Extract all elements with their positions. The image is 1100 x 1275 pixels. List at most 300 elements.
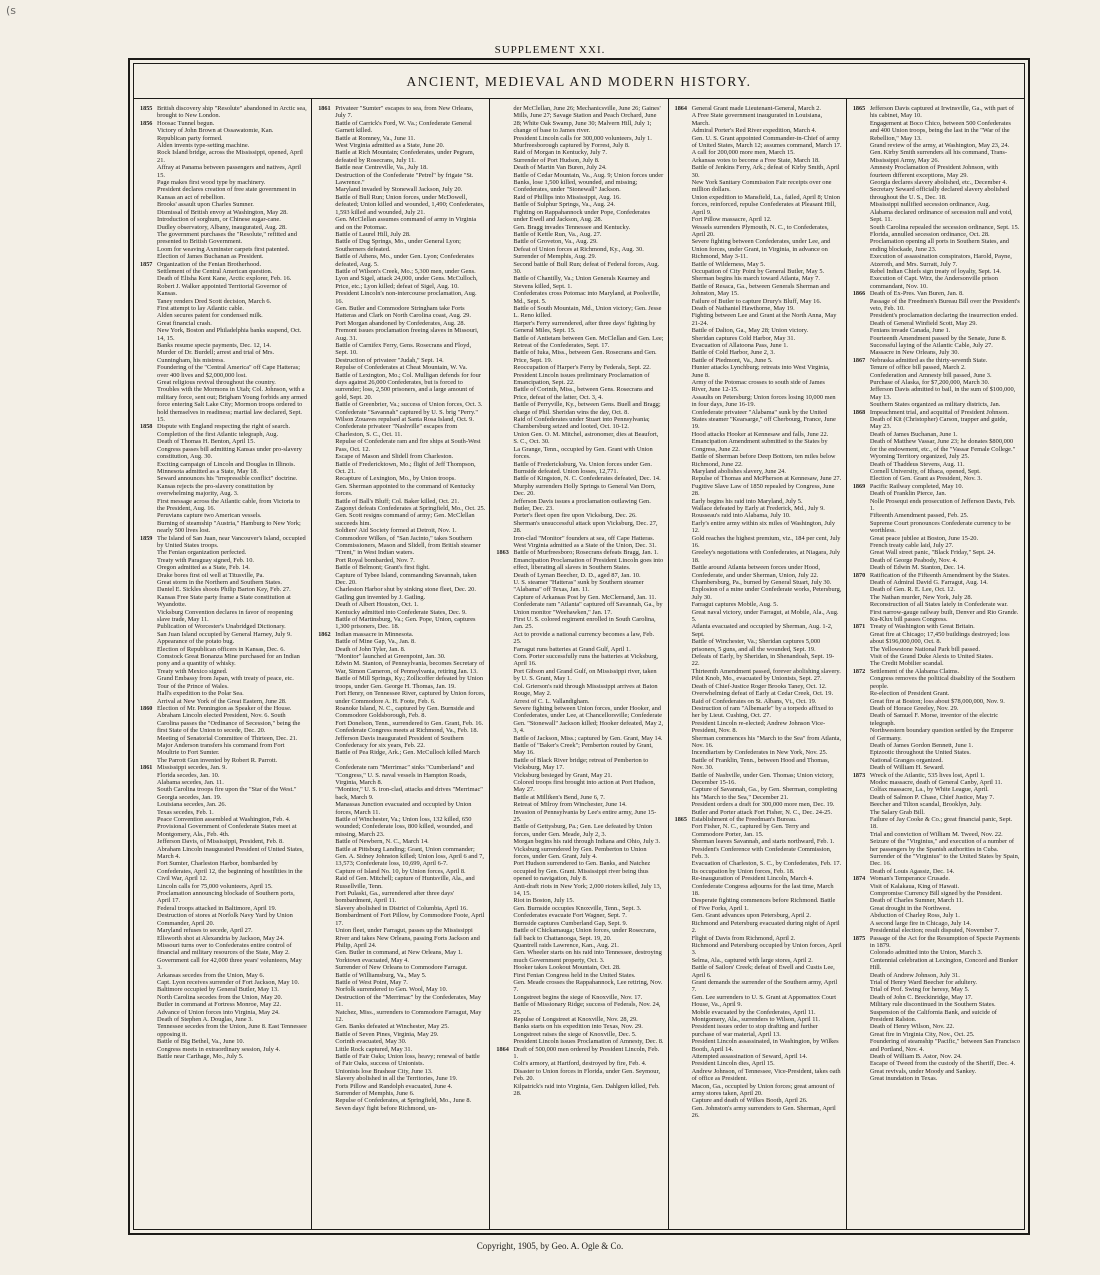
entry-text: Gen. Scott resigns command of army; Gen. McClellan succeeds him. [335,512,475,527]
entry-text: Failure of Butler to capture Drury's Bluff, May 16. [691,297,822,305]
entry-year [318,690,335,705]
entry-text: Flight of Davis from Richmond, April 2. [691,934,796,942]
entry-year [675,838,692,845]
entry-text: Florida secedes, Jan. 10. [157,771,220,779]
entry-text: Fourteenth Amendment passed by the Senate, June 8. [869,334,1007,342]
entry-text: Battle of Fredericktown, Mo.; flight of Jeff Thompson, Oct. 21. [335,460,476,475]
entry-text: Battle of Jenkins Ferry, Ark.; defeat of Kirby Smith, April 30. [691,164,840,179]
history-entry [675,179,842,194]
history-entry [675,816,842,823]
history-entry [853,653,1020,660]
history-entry [140,261,307,268]
entry-year: 1867 [852,356,866,364]
entry-year [140,653,157,668]
entry-text: Raid of Confederates under Stuart into Pennsylvania; Chambersburg seized and looted, Oct. 10-12. [513,416,650,431]
entry-text: President's Conference with Confederate Commission, Feb. 3. [691,845,832,861]
entry-year [318,438,335,453]
history-entry [140,127,307,134]
history-entry [140,957,307,972]
history-entry [318,535,485,557]
entry-text: Bombardment of Fort Pillow, by Commodore Foote, April 17. [335,912,485,927]
history-entry [318,305,485,320]
history-entry [675,275,842,282]
history-entry [675,838,842,845]
entry-text: Rock Island bridge, across the Mississippi, opened, April 21. [157,149,303,164]
history-entry [853,957,1020,972]
entry-year [853,831,870,838]
entry-text: Congress passes bill admitting Kansas under pro-slavery constitution, Aug. 30. [157,445,302,461]
entry-year [853,120,870,142]
history-entry [318,609,485,616]
entry-year [318,846,335,868]
entry-text: Com. Porter successfully runs the batteries at Vicksburg, April 16. [513,653,659,668]
history-entry [853,557,1020,564]
entry-year [318,1009,335,1024]
entry-text: Texas secedes, Feb. 1. [157,808,214,816]
entry-text: Trial and conviction of William M. Tweed, Nov. 22. [869,830,1003,838]
entry-text: Gen. Banks defeated at Winchester, May 25. [335,1023,450,1031]
entry-year [496,772,513,779]
entry-year [140,912,157,927]
entry-text: Yorktown evacuated, May 4. [335,956,409,964]
entry-year [140,586,157,593]
entry-year [675,912,692,919]
entry-text: Death of Lyman Beecher, D. D., aged 87, Jan. 10. [513,571,641,579]
history-entry [496,801,663,808]
history-entry [318,675,485,690]
history-entry [140,349,307,364]
entry-year [853,972,870,979]
entry-year [496,446,513,461]
history-entry [318,653,485,660]
entry-text: Great inundation in Texas. [869,1075,938,1083]
history-entry [140,438,307,445]
history-entry [675,823,842,838]
entry-text: Farragut captures Mobile, Aug. 5. [691,601,779,609]
entry-text: Banks resume specie payments, Dec. 12, 14. [157,342,271,349]
entry-year: 1870 [852,571,866,579]
entry-year [853,1038,870,1053]
history-entry [853,1009,1020,1024]
entry-year [675,601,692,608]
entry-text: Fenians invade Canada, June 1. [869,327,951,335]
entry-text: Death of Chief-Justice Roger Brooks Taney, Oct. 12. [691,682,827,690]
history-column-5 [847,99,1024,1229]
entry-year [853,986,870,993]
entry-year [675,860,692,867]
entry-year [496,201,513,208]
entry-text: Presidential election; result disputed, November 7. [869,927,1000,935]
entry-text: Colt's armory, at Hartford, destroyed by fire, Feb. 4. [513,1060,647,1068]
entry-text: Election of Mr. Pennington as Speaker of the House. [157,704,292,712]
history-entry [853,379,1020,386]
history-entry [140,683,307,690]
entry-year: 1861 [140,764,153,772]
entry-year [675,668,692,675]
entry-year [675,1097,692,1104]
history-entry [675,757,842,772]
history-entry [318,890,485,905]
entry-text: Battle of Perryville, Ky., between Gens. Buell and Bragg; charge of Phil. Sheridan wins the day, Oct. 8. [513,401,661,416]
history-entry [318,194,485,216]
entry-year [675,1060,692,1067]
entry-text: Battle of West Point, May 7. [335,978,408,986]
entry-text: Confederate ram "Merrimac" sinks "Cumberland" and "Congress," U. S. naval vessels in Hampton Roads, Virginia, March 8. [335,764,474,786]
history-entry [853,149,1020,164]
entry-text: Thirteenth Amendment passed, forever abolishing slavery. [691,667,841,675]
history-entry [140,927,307,934]
entry-year [496,372,513,387]
history-column-4 [669,99,847,1229]
history-entry [496,616,663,631]
entry-year [496,1023,513,1030]
entry-year [496,1031,513,1038]
history-entry [496,897,663,904]
entry-text: Morgan begins his raid through Indiana and Ohio, July 3. [513,838,661,846]
history-entry [496,372,663,387]
entry-year [318,164,335,171]
entry-year [496,994,513,1001]
entry-text: Massacre in New Orleans, July 30. [869,349,960,357]
history-entry [853,905,1020,912]
entry-year [675,1023,692,1038]
history-entry [318,409,485,416]
history-entry [140,986,307,993]
history-entry [140,690,307,697]
entry-text: Battle near Centreville, Va., July 18. [335,164,428,172]
entry-text: Emancipation Proclamation of President Lincoln goes into effect, liberating all slaves in Southern States. [513,556,664,572]
history-entry [853,298,1020,313]
entry-year [140,594,157,609]
entry-text: Battle of Greenbrier, Va.; success of Union forces, Oct. 3. [335,401,483,409]
entry-year [496,942,513,949]
history-entry [318,135,485,142]
entry-text: Norfolk surrendered to Gen. Wool, May 10. [335,986,448,994]
entry-text: Battle of Sherman before Deep Bottom, ten miles below Richmond, June 22. [691,453,836,468]
entry-year [853,201,870,208]
entry-year [140,498,157,513]
entry-year [853,646,870,653]
history-entry [675,698,842,705]
entry-year [140,305,157,312]
entry-text: Capture of Savannah, Ga., by Gen. Sherman, completing his "March to the Sea," December 21. [691,786,838,801]
entry-year [853,564,870,571]
history-columns [134,99,1024,1229]
entry-text: Retreat of Milroy from Winchester, June 14. [513,801,627,809]
entry-year: 1861 [318,105,331,112]
entry-year [853,416,870,431]
entry-year [140,846,157,861]
history-entry [853,209,1020,224]
entry-year [318,512,335,527]
history-entry [496,860,663,882]
history-entry [140,216,307,223]
entry-text: Election of Republican officers in Kansas, Dec. 6. [157,645,286,653]
history-entry [318,268,485,290]
history-entry [318,601,485,608]
entry-year [496,646,513,653]
entry-year [140,927,157,934]
history-entry [675,690,842,697]
history-entry [853,164,1020,179]
entry-year [675,438,692,453]
entry-year [853,705,870,712]
entry-text: Fifteenth Amendment passed, Feb. 25. [869,512,969,520]
history-entry [140,1053,307,1060]
entry-year [853,994,870,1001]
entry-year [675,757,692,772]
history-entry [496,105,663,135]
entry-text: Beecher and Tilton scandal, Brooklyn, July. [869,801,982,809]
entry-text: Fort Fisher, N. C., captured by Gen. Terry and Commodore Porter, Jan. 15. [691,823,810,838]
entry-year [853,883,870,890]
entry-text: The Credit Mobilier scandal. [869,660,944,668]
entry-text: President issues order to stop drafting and further purchase of war material, April 13. [691,1023,818,1038]
entry-text: "Monitor," U. S. iron-clad, attacks and drives "Merrimac" back, March 9. [335,786,483,801]
history-entry [318,164,485,171]
entry-text: Georgia declares slavery abolished, etc., December 4. [869,179,1008,187]
entry-year [318,572,335,587]
history-entry [496,964,663,971]
entry-year [318,720,335,727]
history-entry [318,461,485,476]
entry-year: 1864 [496,1045,509,1053]
history-entry [853,935,1020,950]
entry-text: Comstock Great Bonanza Mine purchased for an Indian pony and a quantity of whisky. [157,653,300,668]
entry-text: Engagement at Boco Chico, between 500 Confederates and 400 Union troops, being the last in the "War of the Rebellion," May 13. [869,119,1011,142]
history-entry [675,112,842,127]
entry-text: Wilson Zouaves repulsed at Santa Rosa Island, Oct. 9. [335,416,474,424]
entry-year [675,964,692,979]
entry-text: Great naval victory, under Farragut, at Mobile, Ala., Aug. 5. [691,608,839,624]
entry-year [318,601,335,608]
entry-text: Death of John C. Breckinridge, May 17. [869,993,973,1001]
entry-text: The Nathan murder, New York, July 28. [869,593,973,601]
entry-text: Battle of Black River bridge; retreat of Pemberton to Vicksburg, May 17. [513,756,649,772]
entry-year [496,498,513,513]
entry-text: Army of the Potomac crosses to south side of James River, June 12-15. [691,379,825,394]
entry-text: Battle of Carrick's Ford, W. Va.; Confederate General Garnett killed. [335,119,472,135]
history-entry [318,927,485,949]
entry-year [318,609,335,616]
history-entry [853,327,1020,334]
entry-year [318,594,335,601]
entry-year [853,801,870,808]
entry-year [496,794,513,801]
history-entry [318,142,485,149]
entry-year [140,957,157,972]
entry-text: New York Sanitary Commission Fair receipts over one million dollars. [691,179,832,194]
history-entry [140,557,307,564]
history-entry [140,1009,307,1016]
history-entry [496,261,663,276]
history-entry [675,349,842,356]
history-entry [675,801,842,808]
history-entry [675,549,842,564]
history-entry [675,964,842,979]
entry-year [853,809,870,816]
entry-text: Florida, annulled secession ordinance, Oct. 28. [869,230,990,238]
entry-year [318,912,335,927]
history-entry [496,209,663,224]
entry-year [853,586,870,593]
history-entry [675,786,842,801]
history-entry [496,735,663,742]
entry-text: First U. S. colored regiment enrolled in South Carolina, Jan. 25. [513,616,656,631]
entry-year [140,890,157,905]
entry-year [853,1068,870,1075]
entry-year [675,683,692,690]
entry-year [496,483,513,498]
entry-year [496,194,513,201]
history-entry [140,994,307,1001]
entry-year [496,668,513,683]
entry-text: Battle of Bull Run; Union forces, under McDowell, defeated; Union killed and wounded, 1,490; Confederates, 1,593 killed and wounded, July 21. [335,193,485,216]
entry-text: Port Gibson and Grand Gulf, on Mississippi river, taken by U. S. Grant, May 1. [513,667,657,683]
entry-year [318,238,335,253]
entry-text: Alabama secedes, Jan. 11. [157,778,224,786]
history-entry [853,698,1020,705]
entry-text: Reoccupation of Harper's Ferry by Federals, Sept. 22. [513,364,651,372]
entry-year [140,224,157,231]
entry-year [140,668,157,675]
entry-year [853,653,870,660]
history-entry [318,705,485,720]
history-entry [496,231,663,238]
history-entry [496,994,663,1001]
entry-year [675,749,692,756]
entry-year [496,105,513,135]
entry-text: Establishment of the Freedman's Bureau. [691,816,797,823]
entry-year [853,779,870,786]
history-entry [853,438,1020,453]
history-entry [140,475,307,482]
entry-year [853,498,870,513]
entry-text: Vicksburg besieged by Grant, May 21. [513,771,613,779]
entry-year [318,927,335,949]
entry-text: Death of Gen. R. E. Lee, Oct. 12. [869,586,956,594]
entry-text: Loom for weaving Axminster carpets first patented. [157,245,290,253]
entry-year [853,1009,870,1024]
entry-year [675,364,692,379]
entry-year [675,394,692,409]
entry-year [140,557,157,564]
history-entry [318,564,485,571]
entry-text: Richmond and Petersburg occupied by Union forces, April 3. [691,941,842,957]
history-entry [140,164,307,179]
history-entry [318,979,485,986]
history-entry [853,927,1020,934]
entry-year [853,253,870,268]
entry-text: Nebraska admitted as the thirty-seventh State. [869,356,988,364]
entry-year [853,431,870,438]
entry-year [318,527,335,534]
entry-year [853,609,870,616]
entry-text: First narrow-gauge railway built, Denver and Rio Grande. [869,608,1019,616]
entry-text: Death of Franklin Pierce, Jan. [869,490,947,498]
history-entry [853,772,1020,779]
history-entry [140,890,307,905]
entry-text: Abraham Lincoln elected President, Nov. 6. South Carolina passes the "Ordinance of Secession," being the first State of the Union to secede, Dec. 20. [157,712,301,735]
history-entry [853,705,1020,712]
entry-text: Kansas Free State party frame a State constitution at Wyandotte. [157,593,291,609]
entry-text: Occupation of City Point by General Butler, May 5. [691,267,825,275]
entry-year [853,461,870,468]
history-entry [496,809,663,824]
entry-text: Fort Pulaski, Ga., surrendered after three days' bombardment, April 11. [335,890,455,905]
entry-text: Raid of Gen. Mitchell; capture of Huntsville, Ala., and Russellville, Tenn. [335,875,475,890]
entry-text: Battle of South Mountain, Md., Union victory; Gen. Jesse L. Reno killed. [513,304,662,320]
entry-year [318,816,335,838]
entry-text: La Grange, Tenn., occupied by Gen. Grant with Union forces. [513,445,653,461]
page-frame [128,58,1030,1235]
entry-year [318,505,335,512]
entry-year [140,1053,157,1060]
history-entry [675,216,842,223]
entry-year [140,698,157,705]
entry-text: Meeting of Senatorial Committee of Thirteen, Dec. 21. [157,734,298,742]
history-entry [496,157,663,164]
history-entry [496,1001,663,1016]
entry-year [140,631,157,638]
entry-text: Arkansas votes to become a Free State, March 18. [691,156,820,164]
history-entry [853,890,1020,897]
history-entry [675,1038,842,1053]
history-entry [140,149,307,164]
entry-text: Hood attacks Hooker at Kennesaw and falls, June 22. [691,430,829,438]
entry-year [675,409,692,431]
history-entry [675,1083,842,1098]
history-entry [675,735,842,750]
history-entry [140,586,307,593]
history-entry [853,320,1020,327]
entry-text: Colored troops first brought into action at Port Hudson, May 27. [513,778,656,794]
entry-year [675,994,692,1009]
entry-text: Congress meets in extraordinary session, July 4. [157,1045,281,1053]
supplement-heading: SUPPLEMENT XXI. [494,44,606,56]
entry-year [675,261,692,268]
history-entry [140,712,307,734]
entry-year [318,216,335,231]
entry-text: Minnesota admitted as a State, May 18. [157,467,259,475]
entry-text: Death of William B. Astor, Nov. 24. [869,1053,962,1060]
history-entry [318,438,485,453]
history-entry [853,912,1020,919]
history-entry [853,498,1020,513]
history-column-2 [312,99,490,1229]
history-entry [675,1097,842,1104]
entry-year [675,298,692,305]
entry-year [853,949,870,956]
history-entry [318,912,485,927]
entry-year [496,572,513,579]
history-entry [496,401,663,416]
history-entry [675,520,842,535]
entry-year [496,224,513,231]
copyright-line: Copyright, 1905, by Geo. A. Ogle & Co. [476,1241,624,1251]
entry-text: Death of Samuel F. Morse, inventor of the electric telegraph. [869,712,999,727]
entry-text: Sherman's unsuccessful attack upon Vicksburg, Dec. 27, 28. [513,519,658,535]
entry-year [318,964,335,971]
history-entry [853,764,1020,771]
history-entry [318,905,485,912]
entry-year [140,712,157,734]
history-entry [496,979,663,994]
history-entry [853,231,1020,238]
entry-year [675,957,692,964]
history-entry [318,846,485,868]
history-entry [318,572,485,587]
